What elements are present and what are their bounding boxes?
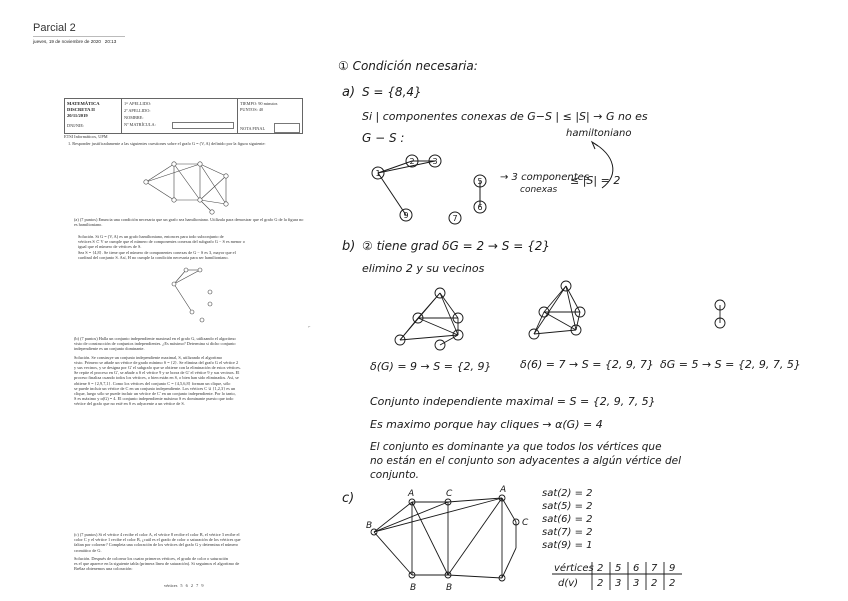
node-label: 7: [452, 214, 458, 223]
degree-table: [552, 562, 682, 590]
part-b-line-1: ② tiene grad δG = 2 → S = {2}: [362, 239, 550, 253]
grading-box: [237, 98, 303, 134]
field-nombre: NOMBRE:: [124, 115, 144, 120]
time-text: 20:13: [104, 39, 117, 44]
part-b-line-2: elimino 2 y su vecinos: [362, 262, 485, 275]
saturation-line: sat(9) = 1: [542, 540, 593, 551]
field-matricula: Nº MATRÍCULA:: [124, 122, 156, 127]
table-cell: 2: [597, 578, 604, 589]
qb-line: (b) (7 puntos) Halla un conjunto independiente maximal en el grafo G, utilizando el algoritmo: [74, 336, 236, 341]
part-a-set: S = {8,4}: [362, 85, 422, 99]
question-b: [74, 336, 308, 407]
handwritten-notes: [330, 50, 848, 600]
student-fields-box: [121, 98, 238, 134]
notes-graph-b3: [715, 300, 725, 328]
node-label: 5: [477, 177, 483, 186]
part-b-dominant-2: no están en el conjunto son adyacentes a algún vértice del: [370, 455, 681, 467]
table-header: 9: [669, 563, 676, 574]
node-label: 2: [409, 157, 415, 166]
qb-line: se puede incluir un vértice de C en un conjunto independiente. Los vértices C ∪ {1,2,3} es un: [74, 385, 236, 391]
notes-heading: ① Condición necesaria:: [338, 59, 478, 73]
table-cell: 2: [669, 578, 676, 589]
page-title: Parcial 2: [33, 22, 76, 34]
end-mark-a: ⌐: [308, 324, 311, 329]
qa-sol-line: igual que el número de vértices de S.: [78, 244, 142, 250]
notes-graph-b1: [395, 288, 463, 350]
color-label: C: [522, 518, 529, 528]
part-b-degree-1: δ(G) = 9 → S = {2, 9}: [370, 360, 492, 373]
qc-line: color C y el vértice 1 recibe el color B, ¿cuál es el grado de color o saturación de los vértices que: [74, 537, 241, 543]
notes-graph-c: [371, 495, 519, 581]
part-a-result-1: → 3 componentes: [500, 172, 590, 183]
table-cell: d(v): [558, 578, 579, 589]
date-text: jueves, 19 de noviembre de 2020: [33, 39, 101, 44]
qa-sol-line: vértices S ⊂ V se cumple que el número de componentes conexas del subgrafo G − S es menor o: [78, 239, 245, 245]
qc-line: faltan por colorear? Completa una coloración de los vértices del grafo G y determina el número: [74, 542, 239, 548]
qb-line: vértice del grafo que no esté en S es adyacente a un vértice de S.: [74, 401, 185, 407]
table-header: vértices: [554, 563, 594, 574]
exam-graph-g-minus-s: [166, 264, 216, 326]
saturation-line: sat(5) = 2: [542, 501, 593, 512]
node-label: 1: [375, 169, 381, 178]
field-apellido1: 1ᵉʳ APELLIDO:: [124, 101, 152, 106]
course-line-3: 20/11/2019: [67, 113, 88, 118]
qb-line: Solución. Se construye un conjunto independiente maximal, S, utilizando el algoritmo: [74, 354, 223, 360]
node-label: 3: [432, 157, 438, 166]
matricula-cells: [172, 122, 234, 129]
exam-graph-g: [142, 156, 230, 216]
time-limit: TIEMPO: 90 minutos: [240, 101, 278, 106]
part-b-label: b): [342, 239, 356, 254]
color-label: A: [500, 485, 507, 495]
course-box: [64, 98, 122, 134]
points-total: PUNTOS: 40: [240, 107, 264, 112]
notes-graph-b2: [529, 281, 585, 339]
curved-arrow-head: [592, 142, 598, 149]
title-underline: [33, 36, 125, 37]
table-header: 6: [633, 563, 640, 574]
qa-sol-line: Solución. Si G = (V, A) es un grafo hamiltoniano, entonces para todo subconjunto de: [78, 234, 224, 239]
table-header: 5: [615, 563, 622, 574]
grade-cell: [274, 123, 300, 133]
page-date: [33, 39, 116, 44]
field-apellido2: 2º APELLIDO:: [124, 108, 151, 113]
part-c-label: c): [342, 491, 355, 506]
qc-line: cromático de G.: [74, 547, 102, 553]
part-a-condition: Si | componentes conexas de G−S | ≤ |S| → G no es: [362, 110, 648, 123]
course-line-1: MATEMÁTICA: [67, 101, 100, 106]
color-label: B: [446, 583, 453, 593]
node-label: 9: [403, 211, 409, 220]
qc-line: (c) (7 puntos) Si el vértice 4 recibe el color A, el vértice 8 recibe el color B, el vértice 3 recibe el: [74, 532, 240, 537]
table-cell: 3: [615, 578, 622, 589]
qb-line: independiente es un conjunto dominante.: [74, 346, 145, 352]
qb-line: y sus vecinos, y se designa por G' el subgrafo que se obtiene con la eliminación de estos vértices.: [74, 365, 241, 371]
question-a: (a) (7 puntos) Enuncia una condición necesaria que un grafo sea hamiltoniano. Utilízala para demostrar que el grafo G de la figura no es hamiltoniano.: [74, 217, 304, 228]
qc-line: es el que aparece en la siguiente tabla (primera línea de saturación). Si seguimos el algoritmo de: [74, 561, 240, 567]
group-label: DNI/NIE:: [67, 123, 85, 128]
qb-line: visto de construcción de conjuntos independientes. ¿Es máximo? Determina si dicho conjunto: [74, 341, 236, 347]
saturation-line: sat(7) = 2: [542, 527, 593, 538]
node-label: 6: [477, 203, 483, 212]
qb-line: proceso finaliza cuando todos los vértices, o bien están en S, o bien han sido eliminados. Así, se: [74, 375, 239, 381]
table-header: 2: [597, 563, 604, 574]
color-label: B: [366, 521, 373, 531]
part-a-gs: G − S :: [362, 131, 405, 145]
part-b-degree-3: δG = 5 → S = {2, 9, 7, 5}: [660, 358, 801, 371]
part-a-result-3: ≤ |S| = 2: [570, 174, 621, 187]
saturation-line: sat(6) = 2: [542, 514, 593, 525]
part-b-dominant-1: El conjunto es dominante ya que todos los vértices que: [370, 441, 662, 453]
table-cell: 2: [651, 578, 658, 589]
qb-line: S es máximo y α(G) = 4. El conjunto independiente máximo S es dominante puesto que todo: [74, 396, 234, 402]
part-a-result-2: conexas: [520, 185, 558, 195]
color-label: C: [446, 489, 453, 499]
course-line-2: DISCRETA II: [67, 107, 95, 112]
color-label: B: [410, 583, 417, 593]
final-grade-label: NOTA FINAL: [240, 126, 266, 131]
color-label: A: [408, 489, 415, 499]
qb-line: obtiene S = {2,9,7,1}. Como los vértices del conjunto C = {4,5,6,8} forman un clique, sólo: [74, 380, 231, 386]
qa-sol-line: cardinal del conjunto S. Así, H no cumple la condición necesaria para ser hamiltoniano.: [78, 254, 229, 260]
part-b-independent: Conjunto independiente maximal = S = {2, 9, 7, 5}: [370, 395, 656, 408]
part-a-hamiltoniano: hamiltoniano: [566, 128, 632, 139]
part-a-label: a): [342, 85, 356, 100]
part-b-degree-2: δ(6) = 7 → S = {2, 9, 7}: [520, 358, 654, 371]
qb-line: clique, luego sólo se puede incluir un vértice de C' en un conjunto independiente. Por lo tanto,: [74, 391, 236, 397]
qa-sol-line: Sea S = {4,8}. Se tiene que el número de componentes conexas de G − S es 3, mayor que el: [78, 249, 236, 255]
qb-line: Se repite el proceso en G', se añade a S el vértice 9 y se borra de G' el vértice 9 y sus vecinos. El: [74, 370, 240, 376]
notes-graph-gs: [372, 155, 486, 224]
question-c: [74, 532, 308, 571]
part-b-maximum: Es maximo porque hay cliques → α(G) = 4: [370, 418, 603, 431]
table-header: 7: [651, 563, 658, 574]
question-a-solution: [78, 234, 304, 260]
qc-table-row: vértices 5 6 2 7 9: [164, 583, 204, 588]
qc-line: Brélaz obtenemos una coloración:: [74, 566, 133, 572]
qc-line: Solución. Después de colorear los cuatro primeros vértices, el grado de color o saturación: [74, 555, 229, 561]
saturation-line: sat(2) = 2: [542, 488, 593, 499]
school-name: ETSI Informáticos, UPM: [64, 134, 108, 139]
qb-line: visto. Primero se añade un vértice de grado mínimo S = {2}. Se elimina del grafo G el vértice 2: [74, 359, 239, 365]
table-cell: 3: [633, 578, 640, 589]
part-b-dominant-3: conjunto.: [370, 469, 419, 481]
exam-printout: [64, 96, 324, 601]
question-1: 1. Responder justificadamente a las siguientes cuestiones sobre el grafo G = (V, A) definido por la figura siguiente:: [68, 141, 266, 146]
